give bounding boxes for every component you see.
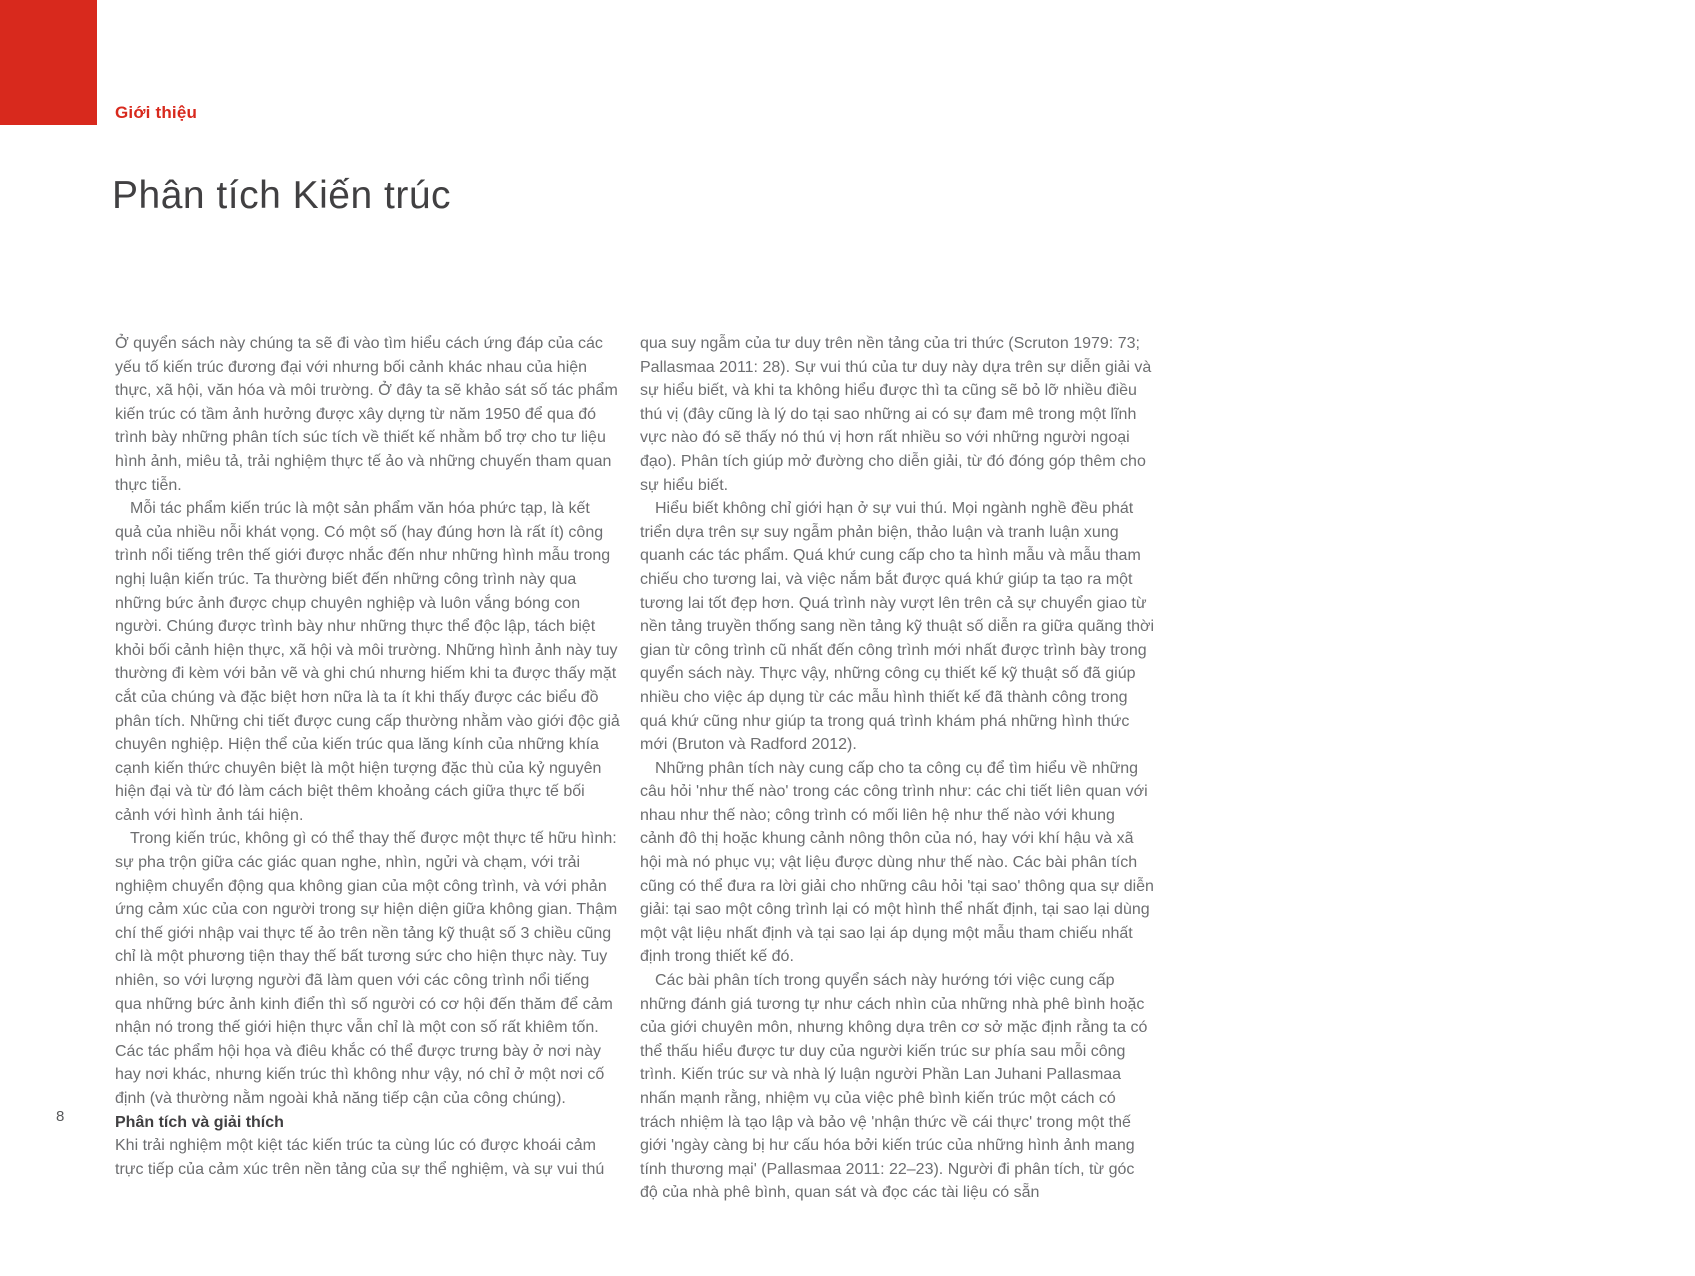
- body-paragraph: qua suy ngẫm của tư duy trên nền tảng của tri thức (Scruton 1979: 73; Pallasmaa 2011: 28). Sự vui thú của tư duy này dựa trên sự diễn giải và sự hiểu biết, và khi ta không hiểu được thì ta cũng sẽ bỏ lỡ nhiều điều thú vị (đây cũng là lý do tại sao những ai có sự đam mê trong một lĩnh vực nào đó sẽ thấy nó thú vị hơn rất nhiều so với những người ngoại đạo). Phân tích giúp mở đường cho diễn giải, từ đó đóng góp thêm cho sự hiểu biết.: [640, 335, 1152, 494]
- body-paragraph: Các bài phân tích trong quyển sách này hướng tới việc cung cấp những đánh giá tương tự như cách nhìn của những nhà phê bình hoặc của giới chuyên môn, nhưng không dựa trên cơ sở mặc định rằng ta có thể thấu hiểu được tư duy của người kiến trúc sư phía sau mỗi công trình. Kiến trúc sư và nhà lý luận người Phần Lan Juhani Pallasmaa nhấn mạnh rằng, nhiệm vụ của việc phê bình kiến trúc một cách có trách nhiệm là tạo lập và bảo vệ 'nhận thức về cái thực' trong một thế giới 'ngày càng bị hư cấu hóa bởi kiến trúc của những hình ảnh mang tính thương mại' (Pallasmaa 2011: 22–23). Người đi phân tích, từ góc độ của nhà phê bình, quan sát và đọc các tài liệu có sẵn: [640, 972, 1148, 1202]
- section-kicker: Giới thiệu: [115, 103, 198, 122]
- text-column-left: [115, 332, 620, 1181]
- body-paragraph: Trong kiến trúc, không gì có thể thay thế được một thực tế hữu hình: sự pha trộn giữa các giác quan nghe, nhìn, ngửi và chạm, với trải nghiệm chuyển động qua không gian của một công trình, và với phản ứng cảm xúc của con người trong sự hiện diện giữa không gian. Thậm chí thế giới nhập vai thực tế ảo trên nền tảng kỹ thuật số 3 chiều cũng chỉ là một phương tiện thay thế bất tương sức cho hiện thực này. Tuy nhiên, so với lượng người đã làm quen với các công trình nổi tiếng qua những bức ảnh kinh điển thì số người có cơ hội đến thăm để cảm nhận nó trong thế giới hiện thực vẫn chỉ là một con số rất khiêm tốn. Các tác phẩm hội họa và điêu khắc có thể được trưng bày ở nơi này hay nơi khác, nhưng kiến trúc thì không như vậy, nó chỉ ở một nơi cố định (và thường nằm ngoài khả năng tiếp cận của công chúng).: [115, 830, 618, 1107]
- body-paragraph: Mỗi tác phẩm kiến trúc là một sản phẩm văn hóa phức tạp, là kết quả của nhiều nỗi khát vọng. Có một số (hay đúng hơn là rất ít) công trình nổi tiếng trên thế giới được nhắc đến như những hình mẫu trong nghị luận kiến trúc. Ta thường biết đến những công trình này qua những bức ảnh được chụp chuyên nghiệp và luôn vắng bóng con người. Chúng được trình bày như những thực thể độc lập, tách biệt khỏi bối cảnh hiện thực, xã hội và môi trường. Những hình ảnh này tuy thường đi kèm với bản vẽ và ghi chú nhưng hiếm khi ta được thấy mặt cắt của chúng và đặc biệt hơn nữa là ta ít khi thấy được các biểu đồ phân tích. Những chi tiết được cung cấp thường nhằm vào giới độc giả chuyên nghiệp. Hiện thể của kiến trúc qua lăng kính của những khía cạnh kiến thức chuyên biệt là một hiện tượng đặc thù của kỷ nguyên hiện đại và từ đó làm cách biệt thêm khoảng cách giữa thực tế bối cảnh với hình ảnh tái hiện.: [115, 500, 620, 824]
- subsection-heading: Phân tích và giải thích: [115, 1113, 284, 1131]
- text-column-right: [640, 332, 1154, 1205]
- body-paragraph: Hiểu biết không chỉ giới hạn ở sự vui thú. Mọi ngành nghề đều phát triển dựa trên sự suy ngẫm phản biện, thảo luận và tranh luận xung quanh các tác phẩm. Quá khứ cung cấp cho ta hình mẫu và mẫu tham chiếu cho tương lai, và việc nắm bắt được quá khứ giúp ta tạo ra một tương lai tốt đẹp hơn. Quá trình này vượt lên trên cả sự chuyển giao từ nền tảng truyền thống sang nền tảng kỹ thuật số diễn ra giữa quãng thời gian từ công trình cũ nhất đến công trình mới nhất được trình bày trong quyển sách này. Thực vậy, những công cụ thiết kế kỹ thuật số đã giúp nhiều cho việc áp dụng từ các mẫu hình thiết kế đã thành công trong quá khứ cũng như giúp ta trong quá trình khám phá những hình thức mới (Bruton và Radford 2012).: [640, 500, 1155, 754]
- body-paragraph: Khi trải nghiệm một kiệt tác kiến trúc ta cùng lúc có được khoái cảm trực tiếp của cảm xúc trên nền tảng của sự thể nghiệm, và sự vui thú: [115, 1137, 605, 1178]
- body-paragraph: Những phân tích này cung cấp cho ta công cụ để tìm hiểu về những câu hỏi 'như thế nào' trong các công trình như: các chi tiết liên quan với nhau như thế nào; công trình có mối liên hệ như thế nào với khung cảnh đô thị hoặc khung cảnh nông thôn của nó, hay với khí hậu và xã hội mà nó phục vụ; vật liệu được dùng như thế nào. Các bài phân tích cũng có thể đưa ra lời giải cho những câu hỏi 'tại sao' thông qua sự diễn giải: tại sao một công trình lại có một hình thể nhất định, tại sao lại dùng một vật liệu nhất định và tại sao lại áp dụng một mẫu tham chiếu nhất định trong thiết kế đó.: [640, 759, 1154, 966]
- page-number: 8: [56, 1108, 65, 1125]
- body-paragraph: Ở quyển sách này chúng ta sẽ đi vào tìm hiểu cách ứng đáp của các yếu tố kiến trúc đương đại với nhưng bối cảnh khác nhau của hiện thực, xã hội, văn hóa và môi trường. Ở đây ta sẽ khảo sát số tác phẩm kiến trúc có tầm ảnh hưởng được xây dựng từ năm 1950 để qua đó trình bày những phân tích súc tích về thiết kế nhằm bổ trợ cho tư liệu hình ảnh, miêu tả, trải nghiệm thực tế ảo và những chuyến tham quan thực tiễn.: [115, 335, 618, 494]
- corner-accent-block: [0, 0, 97, 125]
- page-title: Phân tích Kiến trúc: [112, 174, 452, 218]
